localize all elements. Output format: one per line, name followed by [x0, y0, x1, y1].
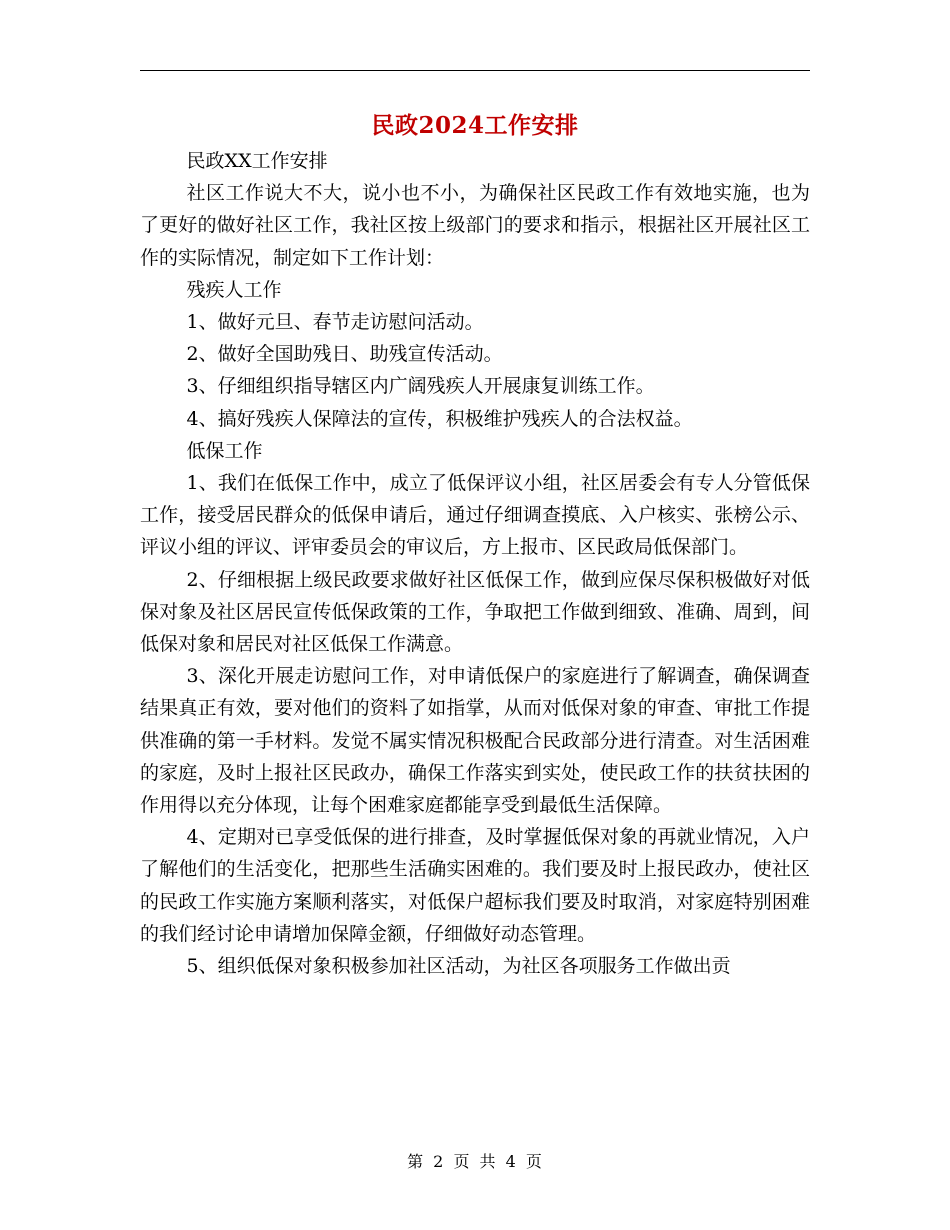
list-item: 1、我们在低保工作中，成立了低保评议小组，社区居委会有专人分管低保工作，接受居民群众的低保申请后，通过仔细调查摸底、入户核实、张榜公示、评议小组的评议、评审委员会的审议后，方上报市、区民政局低保部门。 — [140, 472, 810, 559]
list-item: 5、组织低保对象积极参加社区活动，为社区各项服务工作做出贡 — [186, 955, 731, 978]
list-item: 2、做好全国助残日、助残宣传活动。 — [186, 343, 503, 366]
section-heading: 低保工作 — [186, 439, 263, 462]
header-rule — [140, 70, 810, 71]
document-title: 民政2024工作安排 — [371, 112, 579, 139]
paragraph: 社区工作说大不大，说小也不小，为确保社区民政工作有效地实施，也为了更好的做好社区工作，我社区按上级部门的要求和指示，根据社区开展社区工作的实际情况，制定如下工作计划： — [140, 182, 810, 269]
list-item: 3、深化开展走访慰问工作，对申请低保户的家庭进行了解调查，确保调查结果真正有效，要对他们的资料了如指掌，从而对低保对象的审查、审批工作提供准确的第一手材料。发觉不属实情况积极配合民政部分进行清查。对生活困难的家庭，及时上报社区民政办，确保工作落实到实处，使民政工作的扶贫扶困的作用得以充分体现，让每个困难家庭都能享受到最低生活保障。 — [140, 665, 810, 817]
list-item: 2、仔细根据上级民政要求做好社区低保工作，做到应保尽保积极做好对低保对象及社区居民宣传低保政策的工作，争取把工作做到细致、准确、周到，间低保对象和居民对社区低保工作满意。 — [140, 568, 810, 656]
section-heading: 残疾人工作 — [186, 278, 282, 301]
paragraph: 民政XX工作安排 — [186, 150, 328, 172]
list-item: 1、做好元旦、春节走访慰问活动。 — [186, 311, 484, 334]
list-item: 3、仔细组织指导辖区内广阔残疾人开展康复训练工作。 — [186, 375, 655, 398]
page-footer: 第 2 页 共 4 页 — [407, 1152, 543, 1171]
list-item: 4、搞好残疾人保障法的宣传，积极维护残疾人的合法权益。 — [186, 407, 693, 430]
list-item: 4、定期对已享受低保的进行排查，及时掌握低保对象的再就业情况，入户了解他们的生活变化，把那些生活确实困难的。我们要及时上报民政办，使社区的民政工作实施方案顺利落实，对低保户超标我们要及时取消，对家庭特别困难的我们经讨论申请增加保障金额，仔细做好动态管理。 — [140, 826, 810, 945]
document-body — [140, 145, 810, 982]
